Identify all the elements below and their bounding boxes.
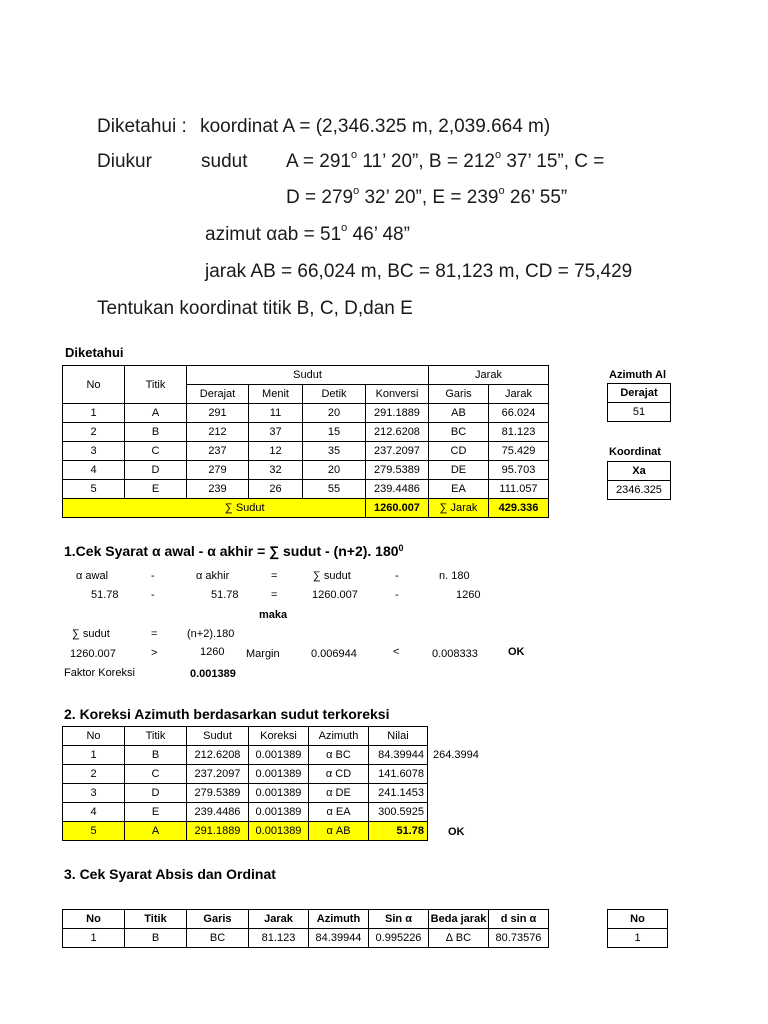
cek1-sum-sudut-label-2: ∑ sudut (72, 628, 110, 640)
cek1-ok: OK (508, 646, 525, 658)
cell-sudut: 279.5389 (187, 784, 249, 803)
header-detik: Detik (303, 385, 366, 404)
deg-symbol: o (350, 149, 358, 161)
cell-azimuth: α EA (309, 803, 369, 822)
cell-titik: C (125, 765, 187, 784)
koordinat-box-title: Koordinat (609, 446, 661, 458)
cell-no: 3 (63, 784, 125, 803)
absis-side-table (607, 909, 668, 948)
absis-header-beda-jarak: Beda jarak (429, 910, 489, 929)
azimuth-box (607, 383, 671, 422)
cek1-eq-3: = (151, 628, 158, 640)
cell-sudut: 291.1889 (187, 822, 249, 841)
deg-symbol: o (498, 185, 505, 197)
problem-line-6: Tentukan koordinat titik B, C, D,dan E (97, 298, 413, 319)
cell-menit: 37 (249, 423, 303, 442)
cell-sudut: 237.2097 (187, 765, 249, 784)
cell-no: 2 (63, 423, 125, 442)
problem-line-3 (286, 187, 567, 209)
absis-table (62, 909, 549, 948)
koreksi-header-sudut: Sudut (187, 727, 249, 746)
cek1-n2-180-label: (n+2).180 (187, 628, 235, 640)
cell-jarak: 111.057 (489, 480, 549, 499)
cek1-tolerance-value: 0.008333 (432, 648, 478, 660)
cell-nilai: 241.1453 (369, 784, 428, 803)
cell-titik: B (125, 929, 187, 948)
cek1-eq-1: = (271, 570, 278, 582)
cell-no: 1 (63, 746, 125, 765)
cell-jarak: 81.123 (249, 929, 309, 948)
cell-konversi: 237.2097 (366, 442, 429, 461)
cell-garis: AB (429, 404, 489, 423)
cek1-lt: < (393, 646, 400, 658)
koreksi-table (62, 726, 428, 841)
deg-symbol: o (494, 149, 502, 161)
total-jarak-value: 429.336 (489, 499, 549, 518)
problem-line-4 (205, 224, 410, 246)
cell-detik: 55 (303, 480, 366, 499)
cell-sudut: 212.6208 (187, 746, 249, 765)
cell-jarak: 81.123 (489, 423, 549, 442)
cell-jarak: 95.703 (489, 461, 549, 480)
cek1-heading-sup: 0 (398, 543, 404, 553)
sudut-label: sudut (201, 151, 248, 172)
cell-koreksi: 0.001389 (249, 822, 309, 841)
sudut-e-rest: 26’ 55” (504, 187, 568, 208)
cell-garis: BC (187, 929, 249, 948)
deg-symbol: o (353, 185, 360, 197)
cek1-sum-value-2: 1260.007 (70, 648, 116, 660)
cell-nilai: 300.5925 (369, 803, 428, 822)
cell-titik: A (125, 404, 187, 423)
cell-titik: B (125, 423, 187, 442)
cell-no: 3 (63, 442, 125, 461)
diketahui-table (62, 365, 549, 518)
faktor-koreksi-label: Faktor Koreksi (64, 667, 135, 679)
cell-menit: 32 (249, 461, 303, 480)
sudut-a-deg: A = 291 (286, 151, 351, 172)
cell-garis: EA (429, 480, 489, 499)
deg-symbol: o (341, 222, 348, 234)
cek1-heading (64, 543, 404, 559)
azimut-post: 46’ 48” (347, 224, 410, 245)
sudut-b-rest: 37’ 15”, C = (501, 151, 605, 172)
absis-header-azimuth: Azimuth (309, 910, 369, 929)
koreksi-header-nilai: Nilai (369, 727, 428, 746)
header-no: No (63, 366, 125, 404)
cell-koreksi: 0.001389 (249, 784, 309, 803)
table-row (63, 803, 428, 822)
cell-titik: E (125, 803, 187, 822)
table-row (63, 765, 428, 784)
table-row (63, 480, 549, 499)
absis-header-jarak: Jarak (249, 910, 309, 929)
diketahui-label: Diketahui : (97, 116, 187, 137)
cell-titik: D (125, 461, 187, 480)
cell-derajat: 291 (187, 404, 249, 423)
absis-side-value: 1 (608, 929, 668, 948)
table-row (63, 423, 549, 442)
cell-detik: 15 (303, 423, 366, 442)
azimut-pre: azimut αab = 51 (205, 224, 342, 245)
cek1-eq-2: = (271, 589, 278, 601)
sudut-d-rest: 32’ 20”, E = 239 (359, 187, 499, 208)
cek1-minus-2: - (395, 570, 399, 582)
cell-sin: 0.995226 (369, 929, 429, 948)
cell-titik: E (125, 480, 187, 499)
table-row (63, 746, 428, 765)
header-garis: Garis (429, 385, 489, 404)
cek1-minus-3: - (151, 589, 155, 601)
total-row (63, 499, 549, 518)
cell-titik: C (125, 442, 187, 461)
cell-sudut: 239.4486 (187, 803, 249, 822)
absis-header-garis: Garis (187, 910, 249, 929)
total-jarak-label: ∑ Jarak (429, 499, 489, 518)
cell-no: 5 (63, 480, 125, 499)
cek1-1260-value: 1260 (200, 646, 225, 658)
cell-koreksi: 0.001389 (249, 746, 309, 765)
sudut-values-ab (286, 151, 604, 173)
cell-garis: BC (429, 423, 489, 442)
table-row (63, 929, 549, 948)
cek1-minus-1: - (151, 570, 155, 582)
cell-no: 1 (63, 929, 125, 948)
problem-line-2 (97, 149, 605, 173)
cell-titik: D (125, 784, 187, 803)
koordinat-box-value: 2346.325 (608, 481, 671, 500)
cell-menit: 11 (249, 404, 303, 423)
cell-no: 2 (63, 765, 125, 784)
cek1-maka: maka (259, 609, 288, 621)
cek1-alpha-awal-value: 51.78 (91, 589, 119, 601)
cell-konversi: 239.4486 (366, 480, 429, 499)
total-sudut-value: 1260.007 (366, 499, 429, 518)
koordinat-a-text: koordinat A = (2,346.325 m, 2,039.664 m) (200, 116, 551, 137)
cell-garis: CD (429, 442, 489, 461)
cell-konversi: 212.6208 (366, 423, 429, 442)
koreksi-header-koreksi: Koreksi (249, 727, 309, 746)
header-jarak: Jarak (429, 366, 549, 385)
total-spacer (63, 499, 125, 518)
koordinat-box (607, 461, 671, 500)
absis-header-no: No (63, 910, 125, 929)
cek3-heading: 3. Cek Syarat Absis dan Ordinat (64, 866, 276, 882)
cell-nilai: 51.78 (369, 822, 428, 841)
header-derajat: Derajat (187, 385, 249, 404)
header-sudut: Sudut (187, 366, 429, 385)
table-row (63, 784, 428, 803)
cell-derajat: 212 (187, 423, 249, 442)
cek1-heading-text: 1.Cek Syarat α awal - α akhir = ∑ sudut - (n+2). 180 (64, 543, 399, 559)
cek1-alpha-akhir-value: 51.78 (211, 589, 239, 601)
total-sudut-label: ∑ Sudut (125, 499, 366, 518)
azimuth-box-value: 51 (608, 403, 671, 422)
koreksi-header-azimuth: Azimuth (309, 727, 369, 746)
table-row (63, 404, 549, 423)
cell-jarak: 75.429 (489, 442, 549, 461)
cek1-n180-label: n. 180 (439, 570, 470, 582)
cell-koreksi: 0.001389 (249, 765, 309, 784)
cell-detik: 20 (303, 404, 366, 423)
header-jarak-col: Jarak (489, 385, 549, 404)
cek1-margin-label: Margin (246, 648, 280, 660)
koreksi-heading: 2. Koreksi Azimuth berdasarkan sudut terkoreksi (64, 706, 390, 722)
cek1-gt: > (151, 647, 158, 659)
cell-detik: 35 (303, 442, 366, 461)
header-titik: Titik (125, 366, 187, 404)
header-konversi: Konversi (366, 385, 429, 404)
cell-no: 4 (63, 803, 125, 822)
azimuth-box-header: Derajat (608, 384, 671, 403)
cell-derajat: 237 (187, 442, 249, 461)
cell-derajat: 279 (187, 461, 249, 480)
koreksi-side-value: 264.3994 (433, 749, 479, 761)
cell-titik: B (125, 746, 187, 765)
cell-beda-jarak: ∆ BC (429, 929, 489, 948)
sudut-a-rest: 11’ 20”, B = 212 (357, 151, 495, 172)
cell-azimuth: α AB (309, 822, 369, 841)
cell-titik: A (125, 822, 187, 841)
cell-no: 1 (63, 404, 125, 423)
koreksi-header-titik: Titik (125, 727, 187, 746)
cell-konversi: 279.5389 (366, 461, 429, 480)
header-menit: Menit (249, 385, 303, 404)
cek1-margin-value: 0.006944 (311, 648, 357, 660)
absis-header-titik: Titik (125, 910, 187, 929)
cell-konversi: 291.1889 (366, 404, 429, 423)
koreksi-ok: OK (448, 826, 465, 838)
cell-jarak: 66.024 (489, 404, 549, 423)
cek1-alpha-akhir-label: α akhir (196, 570, 230, 582)
cell-azimuth: α CD (309, 765, 369, 784)
cell-garis: DE (429, 461, 489, 480)
absis-header-sin: Sin α (369, 910, 429, 929)
cell-nilai: 84.39944 (369, 746, 428, 765)
faktor-koreksi-value: 0.001389 (190, 668, 236, 680)
cell-dsin: 80.73576 (489, 929, 549, 948)
cek1-n180-value: 1260 (456, 589, 481, 601)
cell-detik: 20 (303, 461, 366, 480)
cell-azimuth: α BC (309, 746, 369, 765)
problem-line-5: jarak AB = 66,024 m, BC = 81,123 m, CD = 75,429 (205, 261, 633, 282)
cell-nilai: 141.6078 (369, 765, 428, 784)
cek1-sum-sudut-value: 1260.007 (312, 589, 358, 601)
absis-header-dsin: d sin α (489, 910, 549, 929)
azimuth-box-title: Azimuth Al (609, 369, 667, 381)
cell-azimuth: α DE (309, 784, 369, 803)
diukur-label: Diukur (97, 151, 152, 172)
table-row-highlighted (63, 822, 428, 841)
absis-side-header: No (608, 910, 668, 929)
cell-no: 4 (63, 461, 125, 480)
cek1-sum-sudut-label: ∑ sudut (313, 570, 351, 582)
table-row (63, 442, 549, 461)
cell-koreksi: 0.001389 (249, 803, 309, 822)
sudut-d-deg: D = 279 (286, 187, 354, 208)
cell-derajat: 239 (187, 480, 249, 499)
diketahui-title: Diketahui (65, 345, 124, 360)
cek1-minus-4: - (395, 589, 399, 601)
cell-menit: 26 (249, 480, 303, 499)
cell-azimuth: 84.39944 (309, 929, 369, 948)
cell-no: 5 (63, 822, 125, 841)
problem-line-1 (97, 116, 550, 138)
koordinat-box-header: Xa (608, 462, 671, 481)
koreksi-header-no: No (63, 727, 125, 746)
cek1-alpha-awal-label: α awal (76, 570, 109, 582)
table-row (63, 461, 549, 480)
cell-menit: 12 (249, 442, 303, 461)
